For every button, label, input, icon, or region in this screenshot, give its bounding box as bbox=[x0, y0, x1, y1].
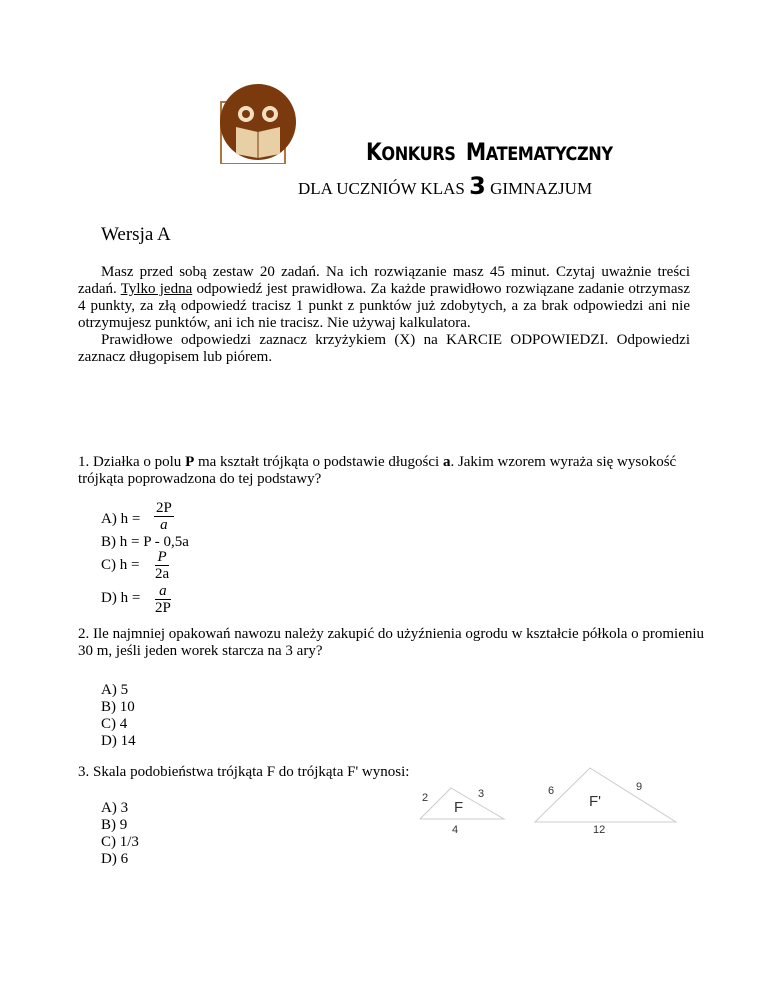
answer-a: A) h = bbox=[101, 511, 141, 527]
question-2-answers bbox=[101, 682, 136, 750]
answer-a: A) 5 bbox=[101, 682, 129, 698]
answer-d: D) h = bbox=[101, 590, 141, 606]
answer-c: C) h = bbox=[101, 557, 140, 573]
question-2-line2: 30 m, jeśli jeden worek starcza na 3 ary? bbox=[78, 643, 323, 659]
side-label: 6 bbox=[548, 785, 555, 797]
answer-c: C) 1/3 bbox=[101, 834, 139, 850]
intro-paragraph-2: Prawidłowe odpowiedzi zaznacz krzyżykiem (X) na KARCIE ODPOWIEDZI. Odpowiedzi zaznacz długopisem lub piórem. bbox=[78, 332, 690, 365]
side-label: 12 bbox=[593, 824, 606, 836]
answer-c: C) 4 bbox=[101, 716, 128, 732]
side-label: 4 bbox=[452, 824, 459, 836]
contest-title: KONKURS MATEMATYCZNY bbox=[366, 138, 613, 166]
owl-logo bbox=[218, 82, 300, 164]
answer-a: A) 3 bbox=[101, 800, 129, 816]
fraction-d: a 2P bbox=[155, 583, 171, 616]
question-3: 3. Skala podobieństwa trójkąta F do trójkąta F' wynosi: bbox=[78, 764, 410, 780]
intro-paragraph: Masz przed sobą zestaw 20 zadań. Na ich rozwiązanie masz 45 minut. Czytaj uważnie treści zadań. Tylko jedna odpowiedź jest prawidłowa. Za każde prawidłowo rozwiązane zadanie otrzymasz 4 punkty, za złą odpowiedź tracisz 1 punkt z punktów już zdobytych, a za brak odpowiedzi ani nie otrzymujesz punktów, ani ich nie tracisz. Nie używaj kalkulatora. bbox=[78, 264, 691, 331]
fraction-a: 2P a bbox=[156, 500, 172, 533]
side-label: 2 bbox=[422, 792, 429, 804]
answer-d: D) 14 bbox=[101, 733, 136, 749]
question-1: 1. Działka o polu P ma kształt trójkąta o podstawie długości a. Jakim wzorem wyraża się wysokość bbox=[78, 454, 677, 470]
side-label: 9 bbox=[636, 781, 643, 793]
question-3-answers bbox=[101, 800, 139, 868]
question-1-line2: trójkąta poprowadzona do tej podstawy? bbox=[78, 471, 322, 487]
version-label: Wersja A bbox=[101, 224, 171, 245]
question-2: 2. Ile najmniej opakowań nawozu należy zakupić do użyźnienia ogrodu w kształcie półkola o promieniu bbox=[78, 626, 705, 642]
answer-d: D) 6 bbox=[101, 851, 129, 867]
side-label: 3 bbox=[478, 788, 485, 800]
answer-b: B) 9 bbox=[101, 817, 128, 833]
fraction-c: P 2a bbox=[155, 549, 170, 582]
triangle-f-prime bbox=[535, 768, 676, 822]
answer-b: B) 10 bbox=[101, 699, 135, 715]
triangle-f-prime-label: F' bbox=[589, 793, 602, 810]
triangles-figure bbox=[400, 760, 700, 840]
triangle-f-label: F bbox=[454, 799, 464, 816]
answer-b: B) h = P - 0,5a bbox=[101, 534, 189, 550]
contest-subtitle: DLA UCZNIÓW KLAS 3 GIMNAZJUM bbox=[298, 172, 593, 200]
